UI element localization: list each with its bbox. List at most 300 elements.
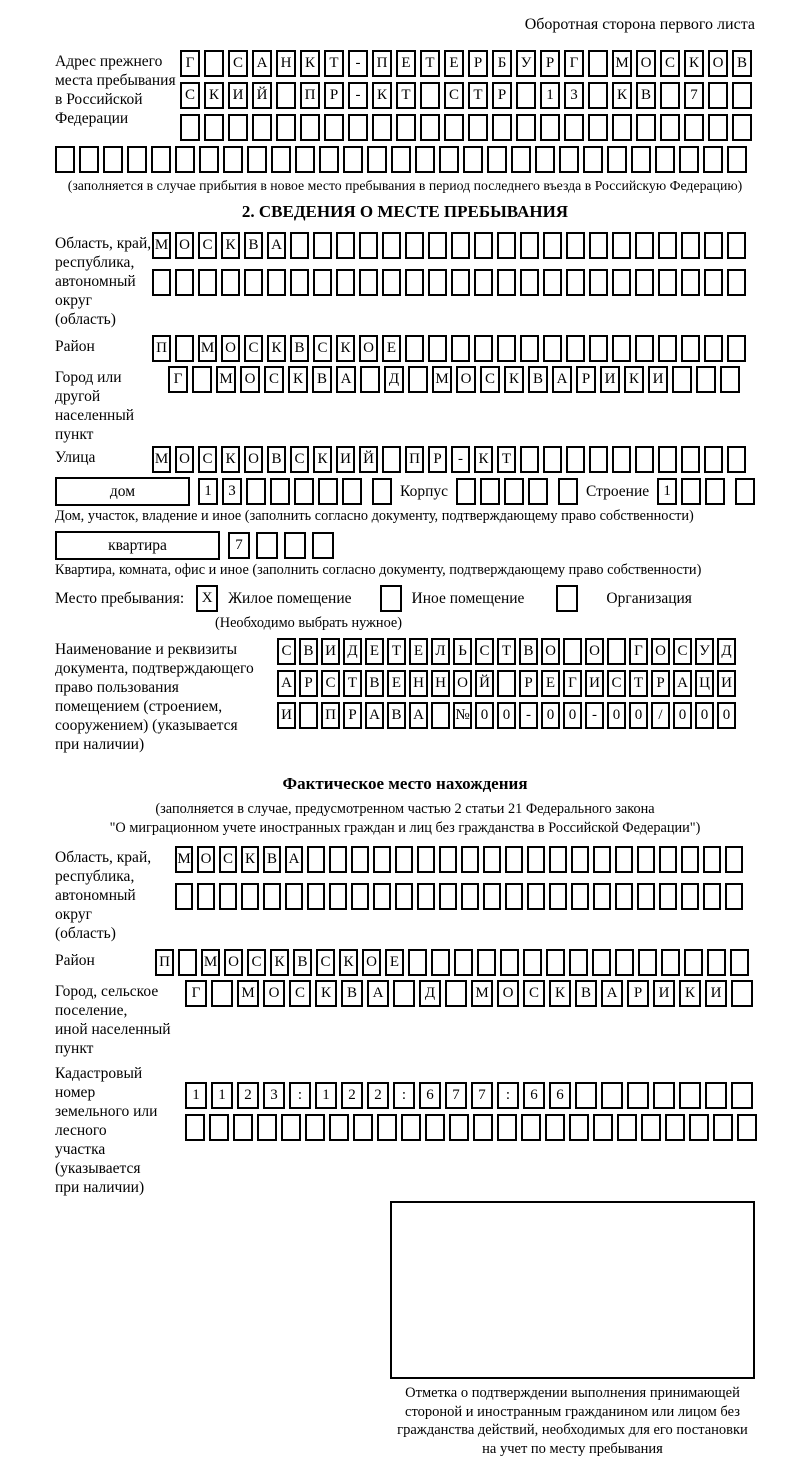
char-cell[interactable]: 7 bbox=[445, 1082, 467, 1109]
char-cell[interactable]: К bbox=[267, 335, 286, 362]
char-cell[interactable]: М bbox=[201, 949, 220, 976]
char-cell[interactable] bbox=[637, 846, 655, 873]
char-cell[interactable] bbox=[351, 883, 369, 910]
char-cell[interactable] bbox=[681, 846, 699, 873]
char-cell[interactable] bbox=[192, 366, 212, 393]
char-cell[interactable]: К bbox=[684, 50, 704, 77]
char-cell[interactable]: 3 bbox=[263, 1082, 285, 1109]
char-cell[interactable]: С bbox=[198, 446, 217, 473]
char-cell[interactable] bbox=[420, 82, 440, 109]
char-cell[interactable] bbox=[588, 114, 608, 141]
char-cell[interactable]: Е bbox=[382, 335, 401, 362]
char-cell[interactable]: П bbox=[321, 702, 340, 729]
char-cell[interactable] bbox=[175, 269, 194, 296]
char-cell[interactable]: Н bbox=[276, 50, 296, 77]
char-cell[interactable]: В bbox=[519, 638, 538, 665]
char-cell[interactable]: Н bbox=[431, 670, 450, 697]
char-cell[interactable] bbox=[607, 638, 626, 665]
char-cell[interactable]: С bbox=[673, 638, 692, 665]
char-cell[interactable] bbox=[635, 232, 654, 259]
char-cell[interactable] bbox=[318, 478, 338, 505]
char-cell[interactable]: Л bbox=[431, 638, 450, 665]
char-cell[interactable] bbox=[641, 1114, 661, 1141]
char-cell[interactable] bbox=[324, 114, 344, 141]
char-cell[interactable]: Р bbox=[468, 50, 488, 77]
char-cell[interactable] bbox=[444, 114, 464, 141]
char-cell[interactable]: О bbox=[453, 670, 472, 697]
char-cell[interactable] bbox=[681, 269, 700, 296]
char-cell[interactable] bbox=[270, 478, 290, 505]
char-cell[interactable] bbox=[428, 232, 447, 259]
char-cell[interactable]: К bbox=[474, 446, 493, 473]
char-cell[interactable]: И bbox=[228, 82, 248, 109]
char-cell[interactable] bbox=[637, 883, 655, 910]
char-cell[interactable]: О bbox=[585, 638, 604, 665]
char-cell[interactable] bbox=[672, 366, 692, 393]
char-cell[interactable]: П bbox=[405, 446, 424, 473]
char-cell[interactable]: В bbox=[365, 670, 384, 697]
char-cell[interactable] bbox=[451, 269, 470, 296]
char-cell[interactable] bbox=[199, 146, 219, 173]
char-cell[interactable] bbox=[256, 532, 278, 559]
char-cell[interactable]: 0 bbox=[541, 702, 560, 729]
char-cell[interactable] bbox=[244, 269, 263, 296]
char-cell[interactable] bbox=[223, 146, 243, 173]
char-cell[interactable] bbox=[505, 846, 523, 873]
char-cell[interactable] bbox=[727, 269, 746, 296]
char-cell[interactable] bbox=[569, 1114, 589, 1141]
char-cell[interactable]: С bbox=[523, 980, 545, 1007]
char-cell[interactable]: О bbox=[224, 949, 243, 976]
char-cell[interactable]: К bbox=[372, 82, 392, 109]
char-cell[interactable]: С bbox=[444, 82, 464, 109]
char-cell[interactable]: 2 bbox=[367, 1082, 389, 1109]
char-cell[interactable] bbox=[395, 846, 413, 873]
char-cell[interactable] bbox=[520, 269, 539, 296]
char-cell[interactable] bbox=[658, 269, 677, 296]
char-cell[interactable] bbox=[198, 269, 217, 296]
char-cell[interactable]: 0 bbox=[629, 702, 648, 729]
char-cell[interactable]: Т bbox=[497, 638, 516, 665]
char-cell[interactable] bbox=[589, 232, 608, 259]
char-cell[interactable]: Е bbox=[409, 638, 428, 665]
char-cell[interactable] bbox=[681, 232, 700, 259]
char-cell[interactable]: В bbox=[341, 980, 363, 1007]
char-cell[interactable]: 2 bbox=[341, 1082, 363, 1109]
char-cell[interactable] bbox=[516, 114, 536, 141]
char-cell[interactable]: К bbox=[336, 335, 355, 362]
char-cell[interactable] bbox=[543, 446, 562, 473]
char-cell[interactable] bbox=[527, 846, 545, 873]
char-cell[interactable] bbox=[300, 114, 320, 141]
char-cell[interactable]: Е bbox=[396, 50, 416, 77]
char-cell[interactable] bbox=[271, 146, 291, 173]
char-cell[interactable] bbox=[703, 146, 723, 173]
char-cell[interactable] bbox=[543, 232, 562, 259]
char-cell[interactable] bbox=[497, 1114, 517, 1141]
char-cell[interactable]: А bbox=[552, 366, 572, 393]
char-cell[interactable] bbox=[546, 949, 565, 976]
char-cell[interactable]: 1 bbox=[185, 1082, 207, 1109]
char-cell[interactable]: К bbox=[313, 446, 332, 473]
char-cell[interactable]: О bbox=[263, 980, 285, 1007]
char-cell[interactable]: Б bbox=[492, 50, 512, 77]
char-cell[interactable] bbox=[703, 846, 721, 873]
char-cell[interactable]: О bbox=[175, 446, 194, 473]
char-cell[interactable]: Г bbox=[168, 366, 188, 393]
char-cell[interactable] bbox=[185, 1114, 205, 1141]
char-cell[interactable]: И bbox=[321, 638, 340, 665]
char-cell[interactable]: 0 bbox=[607, 702, 626, 729]
char-cell[interactable] bbox=[563, 638, 582, 665]
char-cell[interactable]: И bbox=[585, 670, 604, 697]
char-cell[interactable]: Е bbox=[541, 670, 560, 697]
char-cell[interactable] bbox=[313, 232, 332, 259]
char-cell[interactable] bbox=[211, 980, 233, 1007]
char-cell[interactable]: Т bbox=[387, 638, 406, 665]
char-cell[interactable] bbox=[372, 478, 392, 505]
char-cell[interactable] bbox=[359, 269, 378, 296]
char-cell[interactable]: О bbox=[708, 50, 728, 77]
char-cell[interactable]: О bbox=[175, 232, 194, 259]
char-cell[interactable] bbox=[405, 232, 424, 259]
char-cell[interactable] bbox=[263, 883, 281, 910]
char-cell[interactable] bbox=[703, 883, 721, 910]
checkbox-inoe-pomeshchenie[interactable] bbox=[380, 585, 402, 612]
char-cell[interactable]: - bbox=[348, 82, 368, 109]
char-cell[interactable] bbox=[704, 335, 723, 362]
char-cell[interactable] bbox=[307, 883, 325, 910]
char-cell[interactable]: О bbox=[456, 366, 476, 393]
char-cell[interactable]: К bbox=[221, 446, 240, 473]
char-cell[interactable] bbox=[516, 82, 536, 109]
char-cell[interactable] bbox=[336, 232, 355, 259]
char-cell[interactable]: Д bbox=[343, 638, 362, 665]
char-cell[interactable] bbox=[463, 146, 483, 173]
char-cell[interactable]: 6 bbox=[419, 1082, 441, 1109]
char-cell[interactable]: К bbox=[300, 50, 320, 77]
char-cell[interactable]: О bbox=[541, 638, 560, 665]
char-cell[interactable] bbox=[607, 146, 627, 173]
char-cell[interactable]: 6 bbox=[523, 1082, 545, 1109]
char-cell[interactable] bbox=[638, 949, 657, 976]
char-cell[interactable]: К bbox=[288, 366, 308, 393]
char-cell[interactable]: Р bbox=[627, 980, 649, 1007]
char-cell[interactable] bbox=[588, 50, 608, 77]
char-cell[interactable] bbox=[505, 883, 523, 910]
char-cell[interactable] bbox=[290, 269, 309, 296]
char-cell[interactable]: И bbox=[717, 670, 736, 697]
char-cell[interactable] bbox=[209, 1114, 229, 1141]
char-cell[interactable]: М bbox=[175, 846, 193, 873]
char-cell[interactable] bbox=[727, 446, 746, 473]
char-cell[interactable] bbox=[661, 949, 680, 976]
char-cell[interactable]: Т bbox=[343, 670, 362, 697]
char-cell[interactable] bbox=[615, 949, 634, 976]
char-cell[interactable]: 0 bbox=[717, 702, 736, 729]
char-cell[interactable]: П bbox=[300, 82, 320, 109]
char-cell[interactable] bbox=[425, 1114, 445, 1141]
char-cell[interactable] bbox=[252, 114, 272, 141]
char-cell[interactable]: Т bbox=[324, 50, 344, 77]
char-cell[interactable] bbox=[589, 335, 608, 362]
char-cell[interactable]: А bbox=[601, 980, 623, 1007]
char-cell[interactable] bbox=[520, 232, 539, 259]
char-cell[interactable]: 1 bbox=[657, 478, 677, 505]
char-cell[interactable] bbox=[285, 883, 303, 910]
char-cell[interactable] bbox=[571, 846, 589, 873]
char-cell[interactable] bbox=[103, 146, 123, 173]
char-cell[interactable] bbox=[343, 146, 363, 173]
char-cell[interactable]: В bbox=[267, 446, 286, 473]
char-cell[interactable]: А bbox=[365, 702, 384, 729]
char-cell[interactable]: А bbox=[277, 670, 296, 697]
char-cell[interactable]: Д bbox=[384, 366, 404, 393]
char-cell[interactable]: М bbox=[152, 232, 171, 259]
checkbox-zhiloe-pomeshchenie[interactable]: X bbox=[196, 585, 218, 612]
char-cell[interactable] bbox=[727, 232, 746, 259]
char-cell[interactable] bbox=[284, 532, 306, 559]
char-cell[interactable]: 3 bbox=[564, 82, 584, 109]
char-cell[interactable]: 0 bbox=[673, 702, 692, 729]
char-cell[interactable] bbox=[601, 1082, 623, 1109]
char-cell[interactable] bbox=[497, 670, 516, 697]
char-cell[interactable]: И bbox=[336, 446, 355, 473]
char-cell[interactable]: О bbox=[497, 980, 519, 1007]
char-cell[interactable] bbox=[241, 883, 259, 910]
char-cell[interactable]: К bbox=[221, 232, 240, 259]
char-cell[interactable] bbox=[653, 1082, 675, 1109]
char-cell[interactable] bbox=[535, 146, 555, 173]
char-cell[interactable] bbox=[329, 1114, 349, 1141]
char-cell[interactable]: К bbox=[612, 82, 632, 109]
char-cell[interactable] bbox=[439, 883, 457, 910]
char-cell[interactable]: П bbox=[155, 949, 174, 976]
char-cell[interactable]: - bbox=[451, 446, 470, 473]
char-cell[interactable] bbox=[704, 269, 723, 296]
char-cell[interactable] bbox=[474, 232, 493, 259]
char-cell[interactable]: Е bbox=[385, 949, 404, 976]
char-cell[interactable] bbox=[483, 883, 501, 910]
char-cell[interactable] bbox=[276, 82, 296, 109]
char-cell[interactable] bbox=[319, 146, 339, 173]
char-cell[interactable] bbox=[658, 446, 677, 473]
char-cell[interactable]: С bbox=[277, 638, 296, 665]
char-cell[interactable]: К bbox=[624, 366, 644, 393]
char-cell[interactable] bbox=[559, 146, 579, 173]
char-cell[interactable] bbox=[228, 114, 248, 141]
char-cell[interactable]: : bbox=[393, 1082, 415, 1109]
char-cell[interactable]: В bbox=[387, 702, 406, 729]
char-cell[interactable] bbox=[725, 883, 743, 910]
char-cell[interactable] bbox=[543, 335, 562, 362]
char-cell[interactable] bbox=[405, 269, 424, 296]
char-cell[interactable] bbox=[79, 146, 99, 173]
char-cell[interactable]: А bbox=[252, 50, 272, 77]
char-cell[interactable] bbox=[540, 114, 560, 141]
char-cell[interactable]: О bbox=[221, 335, 240, 362]
char-cell[interactable] bbox=[431, 949, 450, 976]
char-cell[interactable]: - bbox=[348, 50, 368, 77]
char-cell[interactable] bbox=[707, 949, 726, 976]
char-cell[interactable]: Р bbox=[299, 670, 318, 697]
char-cell[interactable] bbox=[612, 114, 632, 141]
char-cell[interactable]: Р bbox=[540, 50, 560, 77]
char-cell[interactable] bbox=[247, 146, 267, 173]
char-cell[interactable]: С bbox=[290, 446, 309, 473]
char-cell[interactable] bbox=[708, 82, 728, 109]
char-cell[interactable]: С bbox=[313, 335, 332, 362]
char-cell[interactable] bbox=[382, 446, 401, 473]
char-cell[interactable] bbox=[566, 335, 585, 362]
char-cell[interactable]: В bbox=[293, 949, 312, 976]
char-cell[interactable] bbox=[665, 1114, 685, 1141]
char-cell[interactable]: А bbox=[673, 670, 692, 697]
char-cell[interactable]: Р bbox=[519, 670, 538, 697]
char-cell[interactable]: С bbox=[660, 50, 680, 77]
char-cell[interactable]: И bbox=[648, 366, 668, 393]
char-cell[interactable]: В bbox=[575, 980, 597, 1007]
char-cell[interactable] bbox=[520, 446, 539, 473]
char-cell[interactable]: С bbox=[264, 366, 284, 393]
char-cell[interactable] bbox=[635, 446, 654, 473]
char-cell[interactable]: П bbox=[152, 335, 171, 362]
char-cell[interactable]: Т bbox=[468, 82, 488, 109]
char-cell[interactable]: К bbox=[315, 980, 337, 1007]
char-cell[interactable] bbox=[520, 335, 539, 362]
char-cell[interactable]: Г bbox=[629, 638, 648, 665]
char-cell[interactable] bbox=[708, 114, 728, 141]
char-cell[interactable] bbox=[528, 478, 548, 505]
char-cell[interactable]: П bbox=[372, 50, 392, 77]
char-cell[interactable] bbox=[360, 366, 380, 393]
char-cell[interactable]: М bbox=[152, 446, 171, 473]
char-cell[interactable] bbox=[55, 146, 75, 173]
char-cell[interactable] bbox=[704, 232, 723, 259]
char-cell[interactable]: В bbox=[263, 846, 281, 873]
char-cell[interactable] bbox=[246, 478, 266, 505]
char-cell[interactable] bbox=[727, 335, 746, 362]
char-cell[interactable] bbox=[175, 335, 194, 362]
char-cell[interactable] bbox=[735, 478, 755, 505]
char-cell[interactable] bbox=[393, 980, 415, 1007]
char-cell[interactable] bbox=[267, 269, 286, 296]
char-cell[interactable] bbox=[681, 883, 699, 910]
char-cell[interactable] bbox=[732, 82, 752, 109]
char-cell[interactable] bbox=[359, 232, 378, 259]
char-cell[interactable]: С bbox=[607, 670, 626, 697]
char-cell[interactable] bbox=[408, 366, 428, 393]
char-cell[interactable] bbox=[428, 269, 447, 296]
char-cell[interactable]: Н bbox=[409, 670, 428, 697]
char-cell[interactable] bbox=[175, 883, 193, 910]
char-cell[interactable] bbox=[329, 883, 347, 910]
char-cell[interactable]: В bbox=[636, 82, 656, 109]
char-cell[interactable] bbox=[727, 146, 747, 173]
char-cell[interactable] bbox=[612, 232, 631, 259]
char-cell[interactable] bbox=[631, 146, 651, 173]
char-cell[interactable] bbox=[523, 949, 542, 976]
char-cell[interactable]: 1 bbox=[211, 1082, 233, 1109]
char-cell[interactable]: Р bbox=[651, 670, 670, 697]
char-cell[interactable]: М bbox=[237, 980, 259, 1007]
char-cell[interactable] bbox=[175, 146, 195, 173]
char-cell[interactable]: - bbox=[519, 702, 538, 729]
char-cell[interactable] bbox=[396, 114, 416, 141]
char-cell[interactable] bbox=[276, 114, 296, 141]
char-cell[interactable] bbox=[500, 949, 519, 976]
char-cell[interactable] bbox=[681, 446, 700, 473]
char-cell[interactable] bbox=[295, 146, 315, 173]
char-cell[interactable] bbox=[180, 114, 200, 141]
char-cell[interactable] bbox=[636, 114, 656, 141]
char-cell[interactable] bbox=[221, 269, 240, 296]
char-cell[interactable] bbox=[480, 478, 500, 505]
char-cell[interactable]: 1 bbox=[540, 82, 560, 109]
char-cell[interactable]: С bbox=[475, 638, 494, 665]
char-cell[interactable] bbox=[593, 846, 611, 873]
char-cell[interactable] bbox=[705, 478, 725, 505]
char-cell[interactable]: 3 bbox=[222, 478, 242, 505]
char-cell[interactable] bbox=[373, 846, 391, 873]
char-cell[interactable]: Е bbox=[387, 670, 406, 697]
char-cell[interactable]: С bbox=[198, 232, 217, 259]
char-cell[interactable]: С bbox=[244, 335, 263, 362]
char-cell[interactable]: В bbox=[732, 50, 752, 77]
char-cell[interactable] bbox=[313, 269, 332, 296]
char-cell[interactable] bbox=[342, 478, 362, 505]
char-cell[interactable] bbox=[439, 846, 457, 873]
char-cell[interactable] bbox=[290, 232, 309, 259]
char-cell[interactable]: С bbox=[321, 670, 340, 697]
char-cell[interactable] bbox=[456, 478, 476, 505]
char-cell[interactable] bbox=[659, 883, 677, 910]
char-cell[interactable] bbox=[351, 846, 369, 873]
char-cell[interactable] bbox=[696, 366, 716, 393]
char-cell[interactable] bbox=[655, 146, 675, 173]
char-cell[interactable]: 0 bbox=[497, 702, 516, 729]
char-cell[interactable]: К bbox=[241, 846, 259, 873]
char-cell[interactable] bbox=[420, 114, 440, 141]
char-cell[interactable] bbox=[431, 702, 450, 729]
char-cell[interactable]: О bbox=[636, 50, 656, 77]
char-cell[interactable]: Т bbox=[420, 50, 440, 77]
char-cell[interactable]: У bbox=[695, 638, 714, 665]
char-cell[interactable] bbox=[566, 269, 585, 296]
char-cell[interactable] bbox=[477, 949, 496, 976]
char-cell[interactable] bbox=[527, 883, 545, 910]
char-cell[interactable] bbox=[428, 335, 447, 362]
char-cell[interactable]: 6 bbox=[549, 1082, 571, 1109]
char-cell[interactable]: М bbox=[612, 50, 632, 77]
char-cell[interactable] bbox=[401, 1114, 421, 1141]
char-cell[interactable] bbox=[461, 883, 479, 910]
char-cell[interactable] bbox=[575, 1082, 597, 1109]
char-cell[interactable]: 1 bbox=[198, 478, 218, 505]
char-cell[interactable] bbox=[684, 949, 703, 976]
char-cell[interactable] bbox=[449, 1114, 469, 1141]
char-cell[interactable] bbox=[415, 146, 435, 173]
char-cell[interactable]: С bbox=[289, 980, 311, 1007]
char-cell[interactable] bbox=[681, 335, 700, 362]
char-cell[interactable] bbox=[204, 114, 224, 141]
char-cell[interactable] bbox=[461, 846, 479, 873]
char-cell[interactable] bbox=[395, 883, 413, 910]
char-cell[interactable] bbox=[281, 1114, 301, 1141]
char-cell[interactable] bbox=[257, 1114, 277, 1141]
char-cell[interactable] bbox=[474, 269, 493, 296]
char-cell[interactable] bbox=[382, 269, 401, 296]
